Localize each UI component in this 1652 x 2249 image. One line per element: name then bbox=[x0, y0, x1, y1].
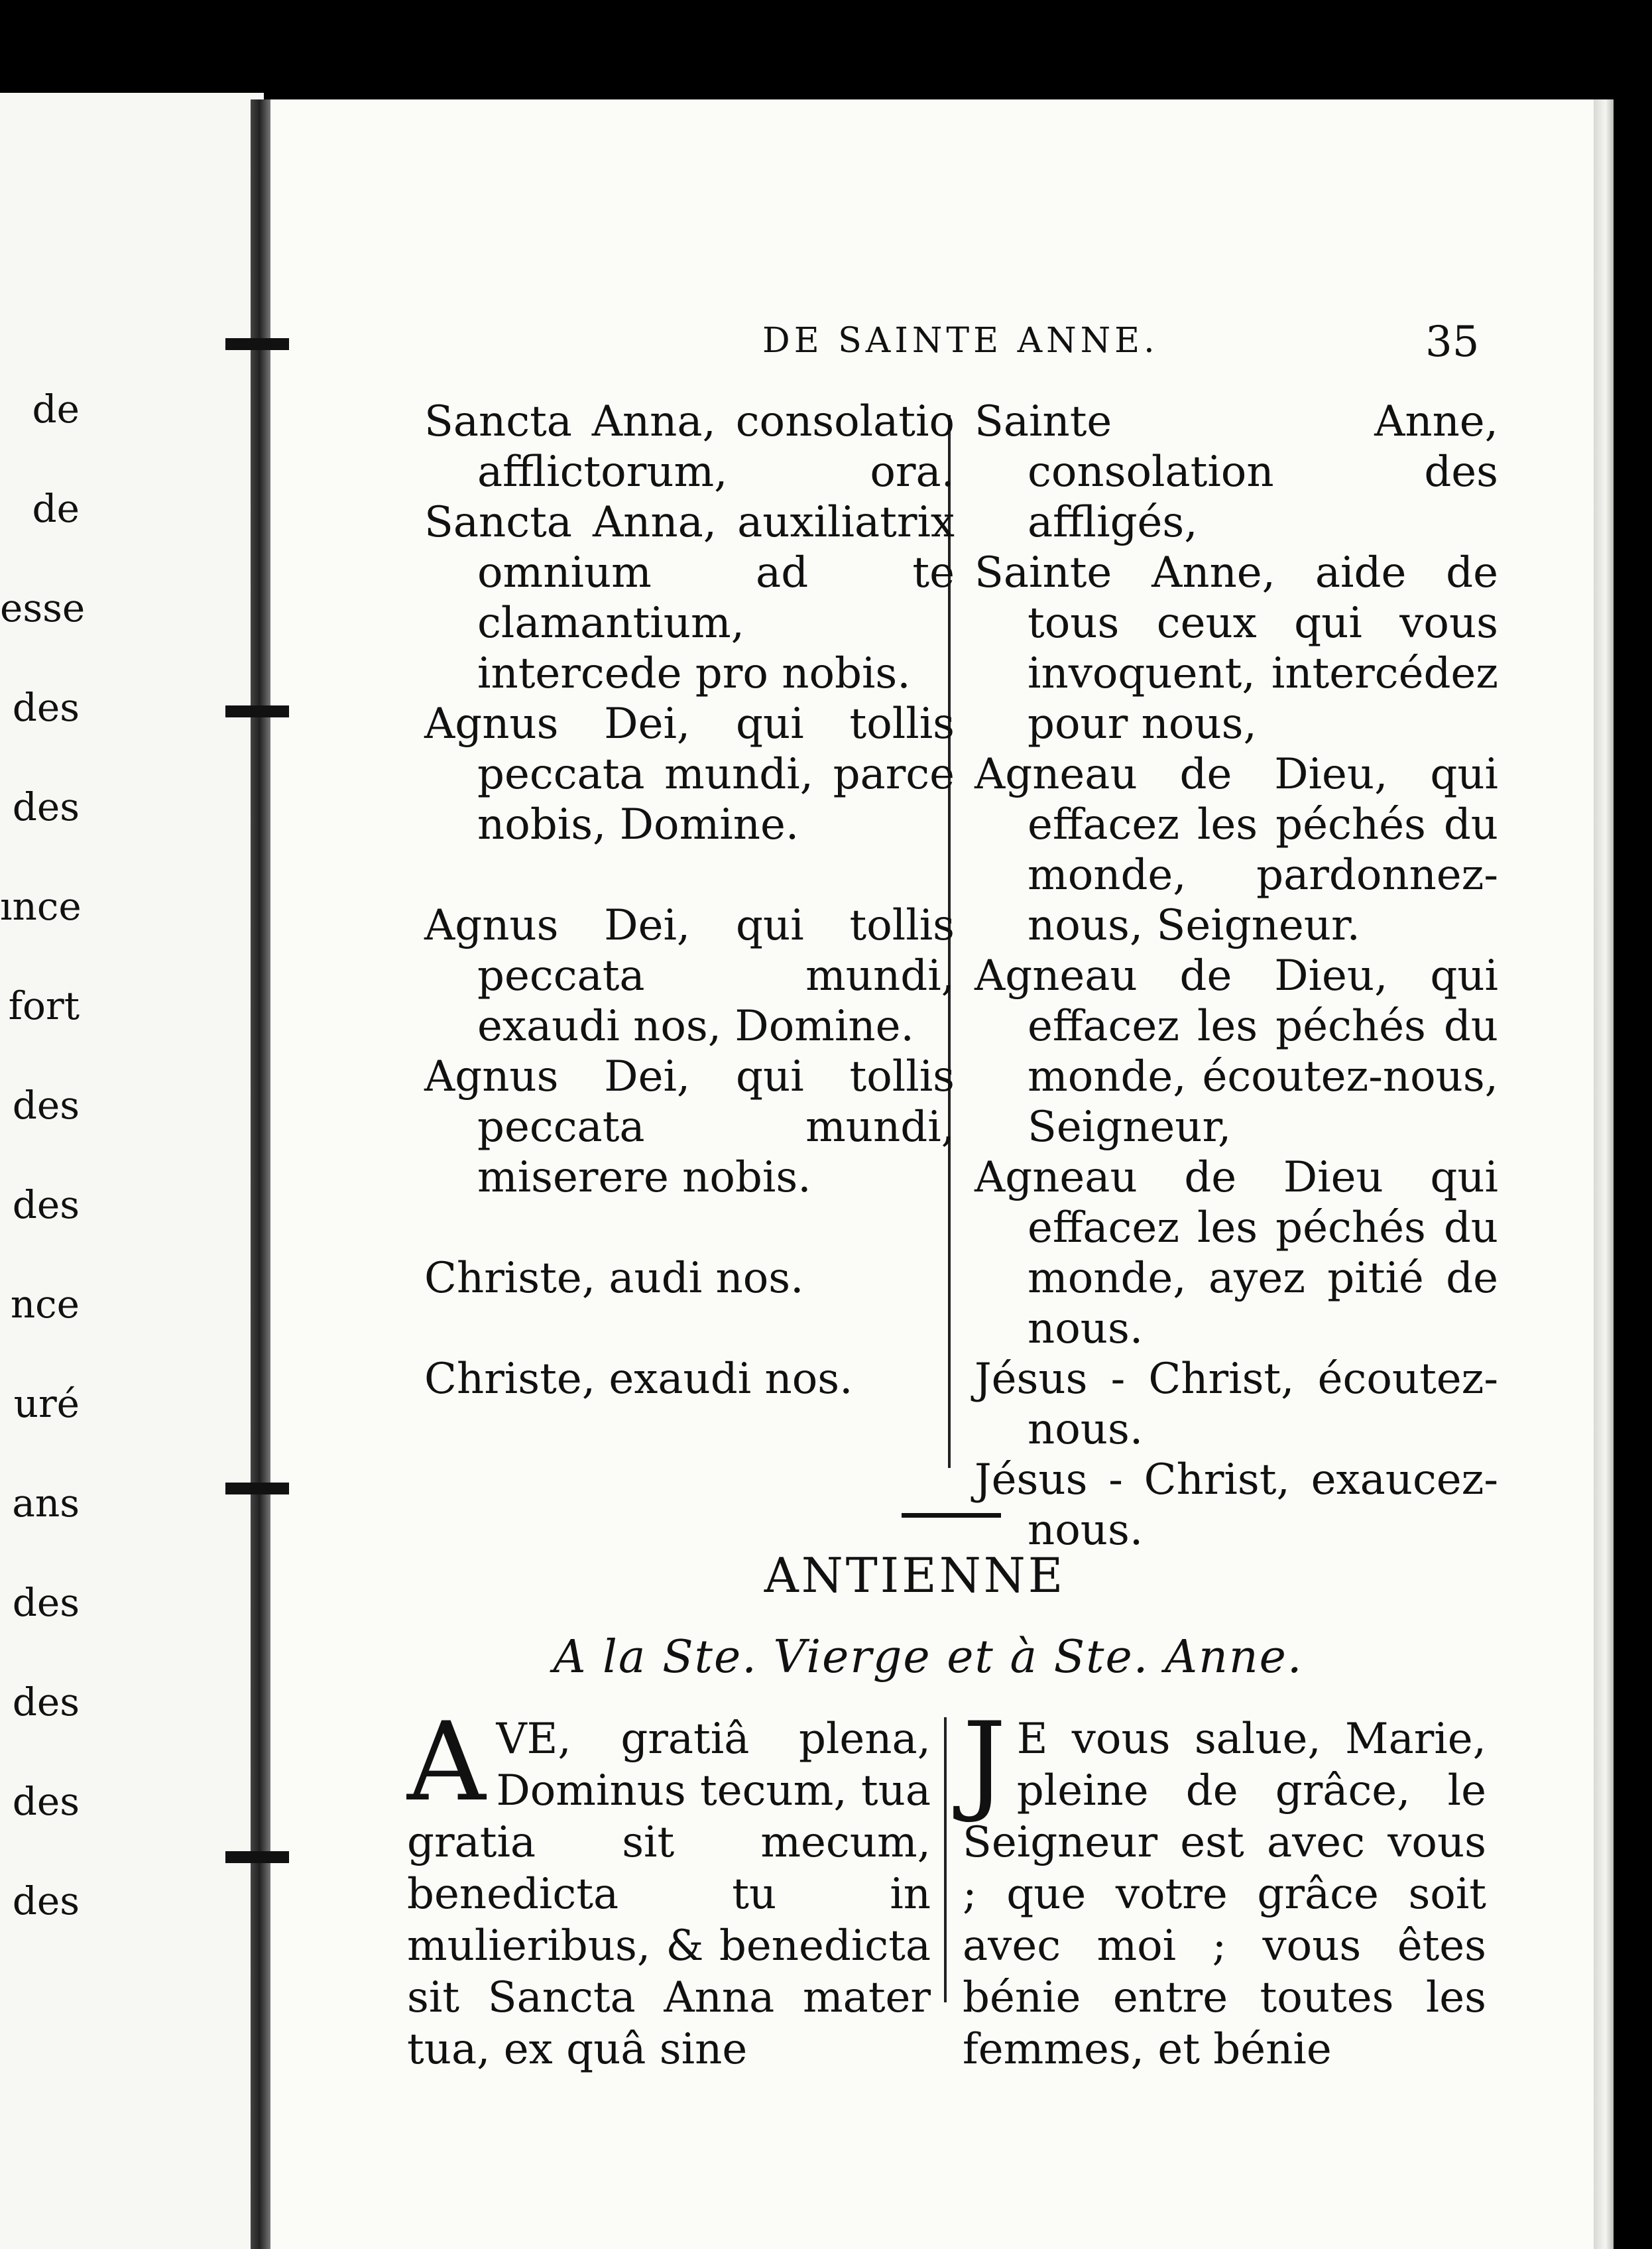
latin-verse: Sancta Anna, consolatio afflictorum, ora. bbox=[424, 397, 955, 497]
page-stack-edge bbox=[1594, 99, 1614, 2249]
binding-stitch bbox=[225, 1483, 289, 1494]
section-rule bbox=[902, 1513, 1001, 1518]
facing-page-word: nce bbox=[10, 1282, 80, 1327]
latin-verse: Sancta Anna, auxiliatrix omnium ad te clamantium, intercede pro nobis. bbox=[424, 498, 955, 698]
facing-page-word: uré bbox=[13, 1381, 80, 1426]
latin-verse: Agnus Dei, qui tollis peccata mundi, miserere nobis. bbox=[424, 1052, 955, 1202]
litany-latin-column bbox=[424, 396, 955, 1404]
french-verse: Agneau de Dieu, qui effacez les péchés du monde, pardonnez-nous, Seigneur. bbox=[974, 750, 1498, 950]
facing-page-word: esse bbox=[0, 585, 86, 631]
antienne-french-text bbox=[963, 1699, 1486, 2075]
column-divider bbox=[944, 1717, 947, 2002]
antienne-french-body: E vous salue, Marie, pleine de grâce, le Seigneur est avec vous ; que votre grâce soit avec moi ; vous êtes bénie entre toutes les femmes, et bénie bbox=[963, 1715, 1486, 2074]
latin-verse: Christe, exaudi nos. bbox=[424, 1355, 853, 1404]
drop-cap: J bbox=[963, 1699, 1006, 1825]
french-verse: Jésus - Christ, écoutez-nous. bbox=[974, 1355, 1498, 1454]
facing-page-word: des bbox=[12, 1878, 80, 1923]
section-title: ANTIENNE bbox=[764, 1548, 1066, 1603]
book-spine bbox=[251, 99, 270, 2249]
running-head: DE SAINTE ANNE. bbox=[762, 321, 1159, 361]
french-verse: Jésus - Christ, exaucez-nous. bbox=[974, 1455, 1498, 1555]
facing-page-edge bbox=[0, 93, 264, 2249]
facing-page-word: des bbox=[12, 1182, 80, 1227]
french-verse: Sainte Anne, consolation des affligés, bbox=[974, 397, 1498, 547]
drop-cap: A bbox=[407, 1699, 486, 1825]
facing-page-word: des bbox=[12, 685, 80, 730]
binding-stitch bbox=[225, 1851, 289, 1863]
french-verse: Agneau de Dieu qui effacez les péchés du monde, ayez pitié de nous. bbox=[974, 1153, 1498, 1353]
facing-page-word: de bbox=[32, 486, 80, 531]
facing-page-word: des bbox=[12, 1679, 80, 1725]
latin-verse: Christe, audi nos. bbox=[424, 1254, 804, 1303]
french-verse: Agneau de Dieu, qui effacez les péchés du monde, écoutez-nous, Seigneur, bbox=[974, 951, 1498, 1152]
section-subtitle: A la Ste. Vierge et à Ste. Anne. bbox=[553, 1631, 1303, 1683]
binding-stitch bbox=[225, 338, 289, 350]
binding-stitch bbox=[225, 705, 289, 717]
facing-page-word: des bbox=[12, 1779, 80, 1824]
page-number: 35 bbox=[1425, 318, 1480, 367]
facing-page-word: ınce bbox=[0, 884, 82, 929]
facing-page-word: des bbox=[12, 784, 80, 829]
facing-page-word: fort bbox=[8, 983, 80, 1028]
french-verse: Sainte Anne, aide de tous ceux qui vous invoquent, intercédez pour nous, bbox=[974, 548, 1498, 749]
antienne-latin-body: VE, gratiâ plena, Dominus tecum, tua gratia sit mecum, benedicta tu in mulieribus, & benedicta sit Sancta Anna mater tua, ex quâ sine bbox=[407, 1715, 931, 2074]
latin-verse: Agnus Dei, qui tollis peccata mundi, exaudi nos, Domine. bbox=[424, 901, 955, 1051]
latin-verse: Agnus Dei, qui tollis peccata mundi, parce nobis, Domine. bbox=[424, 699, 955, 849]
facing-page-word: de bbox=[32, 387, 80, 432]
facing-page-word: des bbox=[12, 1083, 80, 1128]
facing-page-word: des bbox=[12, 1580, 80, 1625]
facing-page-word: ans bbox=[12, 1481, 80, 1526]
litany-french-column bbox=[974, 396, 1498, 1555]
antienne-latin-text bbox=[407, 1699, 931, 2075]
